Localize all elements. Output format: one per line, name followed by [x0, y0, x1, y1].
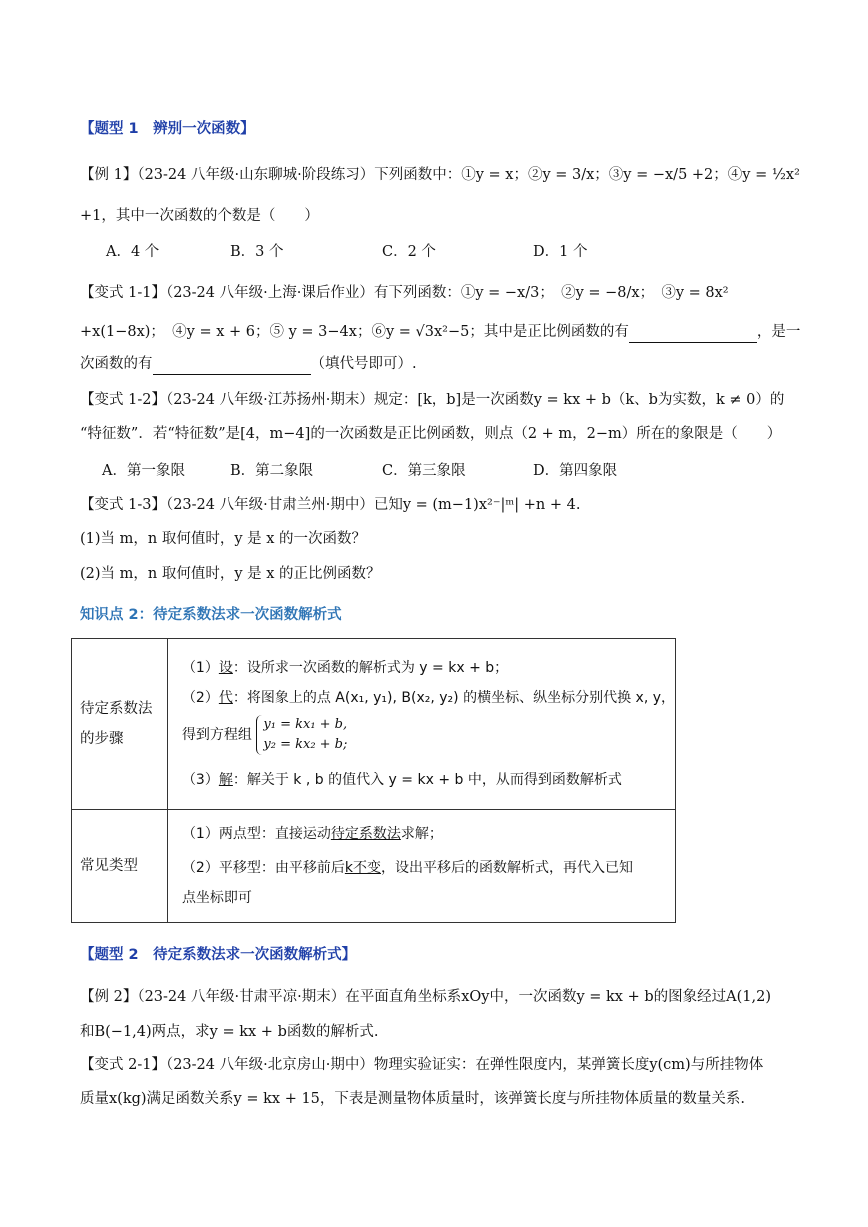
variant13-line1: 【变式 1-3】（23-24 八年级·甘肃兰州·期中）已知y = (m−1)x²⁻|ᵐ| +n + 4. [80, 497, 581, 513]
equation-system [256, 715, 347, 755]
step-2-key: 代 [218, 690, 233, 706]
option-b: B．3 个 [230, 244, 284, 260]
equation-1: y₁ = kx₁ + b, [263, 717, 348, 732]
method-title-cell [72, 639, 168, 810]
method-steps-cell [167, 639, 675, 810]
step-3-key: 解 [218, 772, 233, 788]
variant11-line2-tail: ，是一 [756, 324, 801, 340]
variant13-question2: (2)当 m，n 取何值时，y 是 x 的正比例函数？ [80, 566, 381, 582]
option-d: D．第四象限 [533, 463, 618, 479]
type-translation-line2: 点坐标即可 [181, 890, 252, 906]
option-b: B．第二象限 [230, 463, 314, 479]
knowledge2-heading: 知识点 2：待定系数法求一次函数解析式 [80, 607, 342, 623]
variant12-line1: 【变式 1-2】（23-24 八年级·江苏扬州·期末）规定：[k，b]是一次函数y = kx + b（k、b为实数，k ≠ 0）的 [80, 392, 785, 408]
variant12-line2: “特征数”．若“特征数”是[4，m−4]的一次函数是正比例函数，则点（2 + m，2−m）所在的象限是（ ） [80, 426, 782, 442]
option-c: C．第三象限 [382, 463, 466, 479]
method-table [71, 638, 676, 923]
type2-heading: 【题型 2 待定系数法求一次函数解析式】 [80, 947, 357, 963]
option-a: A．第一象限 [102, 463, 185, 479]
type-translation: （2）平移型：由平移前后k不变，设出平移后的函数解析式，再代入已知 [181, 860, 633, 876]
option-a: A．4 个 [106, 244, 160, 260]
example1-line2: +1，其中一次函数的个数是（ ） [80, 208, 319, 224]
step-1-key: 设 [218, 660, 233, 676]
variant21-line2: 质量x(kg)满足函数关系y = kx + 15，下表是测量物体质量时，该弹簧长度与所挂物体质量的数量关系. [80, 1091, 746, 1107]
types-title-cell: 常见类型 [72, 810, 168, 923]
variant11-line3 [80, 353, 417, 375]
example1-line1: 【例 1】（23-24 八年级·山东聊城·阶段练习）下列函数中：①y = x；②y = 3/x；③y = −x/5 +2；④y = ½x² [80, 167, 800, 183]
step-2-system: 得到方程组 y₁ = kx₁ + b, y₂ = kx₂ + b; [182, 713, 675, 757]
example2-line1: 【例 2】（23-24 八年级·甘肃平凉·期末）在平面直角坐标系xOy中，一次函数y = kx + b的图象经过A(1,2) [80, 989, 771, 1005]
method-row-steps [72, 639, 676, 810]
variant21-line1: 【变式 2-1】（23-24 八年级·北京房山·期中）物理实验证实：在弹性限度内，某弹簧长度y(cm)与所挂物体 [80, 1057, 764, 1073]
step-2: （2）代：将图象上的点 A(x₁, y₁), B(x₂, y₂) 的横坐标、纵坐标分别代换 x, y， [181, 690, 675, 706]
option-c: C．2 个 [382, 244, 436, 260]
equation-2: y₂ = kx₂ + b; [263, 737, 348, 752]
step-1: （1）设：设所求一次函数的解析式为 y = kx + b； [181, 660, 509, 676]
method-row-types [72, 810, 676, 923]
method-title-line1: 待定系数法 [80, 701, 153, 717]
type1-heading: 【题型 1 辨别一次函数】 [80, 121, 255, 137]
answer-blank-2 [153, 358, 311, 375]
variant11-line1: 【变式 1-1】（23-24 八年级·上海·课后作业）有下列函数：①y = −x/3； ②y = −8/x； ③y = 8x² [80, 285, 729, 301]
example2-line2: 和B(−1,4)两点，求y = kx + b函数的解析式. [80, 1024, 379, 1040]
option-d: D．1 个 [533, 244, 588, 260]
step-3: （3）解：解关于 k , b 的值代入 y = kx + b 中，从而得到函数解析式 [181, 772, 622, 788]
variant11-line3-text: 次函数的有 [80, 356, 153, 372]
answer-blank-1 [629, 326, 757, 343]
types-cell [167, 810, 675, 923]
variant11-line2 [80, 321, 800, 343]
variant13-question1: (1)当 m，n 取何值时，y 是 x 的一次函数？ [80, 531, 367, 547]
type-two-point: （1）两点型：直接运动待定系数法求解； [181, 826, 443, 842]
variant11-line2-text: +x(1−8x)； ④y = x + 6；⑤ y = 3−4x；⑥y = √3x²−5；其中是正比例函数的有 [80, 324, 629, 340]
variant11-line3-tail: （填代号即可）. [310, 356, 417, 372]
method-title-line2: 的步骤 [80, 731, 124, 747]
